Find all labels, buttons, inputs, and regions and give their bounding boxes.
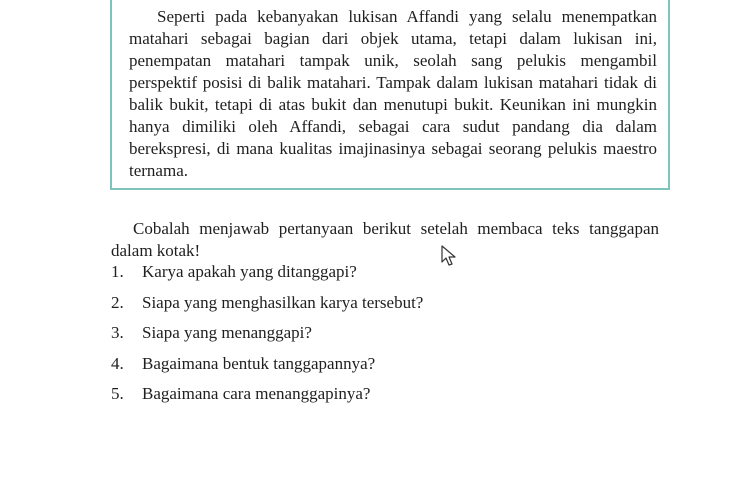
question-text: Siapa yang menghasilkan karya tersebut? [142, 292, 424, 312]
mouse-pointer-icon [441, 245, 457, 267]
question-item [111, 261, 423, 292]
question-number: 3. [111, 323, 124, 342]
question-number: 2. [111, 292, 124, 312]
response-text-box [110, 0, 670, 190]
question-list [111, 261, 423, 414]
question-text: Bagaimana bentuk tanggapannya? [142, 353, 376, 373]
question-number: 4. [111, 353, 124, 373]
question-text: Siapa yang menanggapi? [142, 323, 312, 342]
response-paragraph: Seperti pada kebanyakan lukisan Affandi yang selalu menempatkan matahari sebagai bagian dari objek utama, tetapi dalam lukisan ini, penempatan matahari tampak unik, seolah sang pelukis mengambil perspektif posisi di balik matahari. Tampak dalam lukisan matahari tidak di balik bukit, tetapi di atas bukit dan menutupi bukit. Keunikan ini mungkin hanya dimiliki oleh Affandi, sebagai cara sudut pandang dia dalam berekspresi, di mana kualitas imajinasinya sebagai seorang pelukis maestro ternama. [129, 7, 657, 180]
question-item [111, 353, 423, 384]
question-number: 1. [111, 262, 124, 281]
instruction-text: Cobalah menjawab pertanyaan berikut setelah membaca teks tanggapan dalam kotak! [111, 219, 659, 260]
question-number: 5. [111, 384, 124, 403]
question-text: Karya apakah yang ditanggapi? [142, 262, 357, 281]
question-item [111, 292, 423, 323]
question-item [111, 383, 423, 414]
question-item [111, 322, 423, 353]
question-text: Bagaimana cara menanggapinya? [142, 384, 371, 403]
